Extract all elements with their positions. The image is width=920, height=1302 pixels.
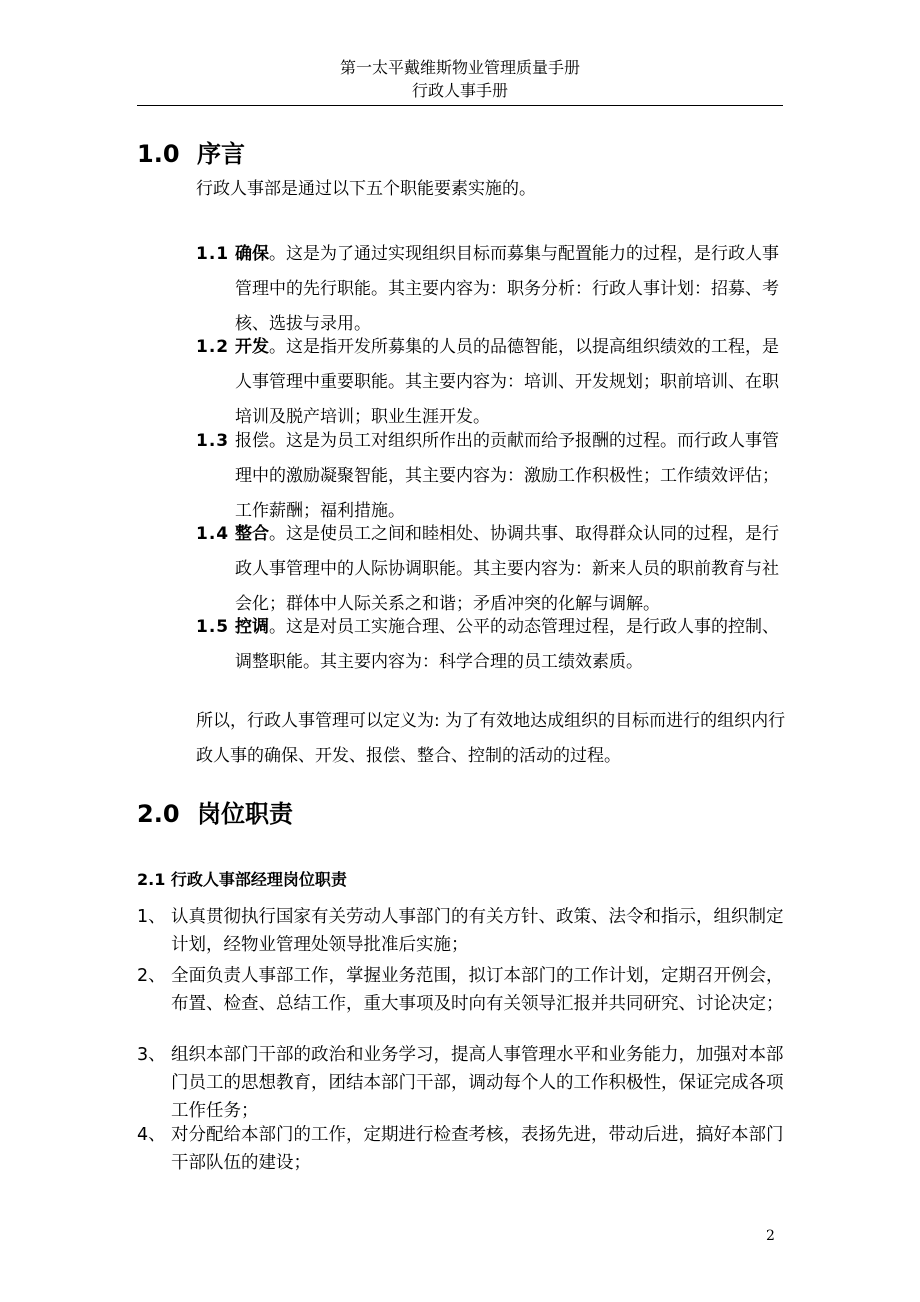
item-number: 1.3: [196, 431, 230, 451]
item-text: 。这是指开发所募集的人员的品德智能，以提高组织绩效的工程，是人事管理中重要职能。其主要内容为：培训、开发规划；职前培训、在职培训及脱产培训；职业生涯开发。: [235, 337, 779, 427]
duty-text: 认真贯彻执行国家有关劳动人事部门的有关方针、政策、法令和指示，组织制定计划，经物业管理处领导批准后实施；: [171, 907, 784, 955]
item-lead: 确保: [235, 244, 269, 264]
item-number: 1.5: [196, 617, 230, 637]
section-intro: 行政人事部是通过以下五个职能要素实施的。: [196, 179, 536, 199]
manual-title: 第一太平戴维斯物业管理质量手册: [339, 58, 580, 77]
duty-number: 4、: [137, 1125, 166, 1145]
item-text: 。这是对员工实施合理、公平的动态管理过程，是行政人事的控制、调整职能。其主要内容为：科学合理的员工绩效素质。: [235, 617, 779, 672]
page-number: 2: [766, 1228, 775, 1244]
section-number: 2.0: [137, 800, 180, 828]
list-item: [196, 237, 786, 342]
section-heading-2: [137, 798, 293, 830]
section-title: 岗位职责: [197, 800, 293, 828]
duty-text: 对分配给本部门的工作，定期进行检查考核，表扬先进，带动后进，搞好本部门干部队伍的建设；: [171, 1125, 784, 1173]
page-header: [137, 56, 783, 102]
item-lead: 开发: [235, 337, 269, 357]
item-text: 报偿。这是为员工对组织所作出的贡献而给予报酬的过程。而行政人事管理中的激励凝聚智能，其主要内容为：激励工作积极性；工作绩效评估；工作薪酬；福利措施。: [235, 431, 779, 521]
list-item: [196, 424, 786, 529]
duty-number: 1、: [137, 907, 166, 927]
section-number: 1.0: [137, 140, 180, 168]
item-text: 。这是为了通过实现组织目标而募集与配置能力的过程，是行政人事管理中的先行职能。其主要内容为：职务分析：行政人事计划：招募、考核、选拔与录用。: [235, 244, 779, 334]
duty-number: 3、: [137, 1045, 166, 1065]
subsection-heading: 2.1 行政人事部经理岗位职责: [137, 870, 347, 889]
item-lead: 整合: [235, 524, 269, 544]
duty-item: [137, 1041, 787, 1125]
item-number: 1.2: [196, 337, 230, 357]
duty-text: 全面负责人事部工作，掌握业务范围，拟订本部门的工作计划，定期召开例会，布置、检查、总结工作，重大事项及时向有关领导汇报并共同研究、讨论决定；: [171, 966, 784, 1014]
duty-item: [137, 962, 787, 1018]
manual-subtitle: 行政人事手册: [411, 81, 508, 100]
list-item: [196, 330, 786, 435]
section-heading-1: [137, 138, 245, 170]
header-divider: [137, 105, 783, 106]
duty-item: [137, 1121, 787, 1177]
duty-item: [137, 903, 787, 959]
duty-number: 2、: [137, 966, 166, 986]
section-conclusion: 所以，行政人事管理可以定义为: 为了有效地达成组织的目标而进行的组织内行政人事的确保、开发、报偿、整合、控制的活动的过程。: [196, 711, 786, 766]
item-number: 1.1: [196, 244, 230, 264]
section-title: 序言: [197, 140, 245, 168]
item-text: 。这是使员工之间和睦相处、协调共事、取得群众认同的过程，是行政人事管理中的人际协调职能。其主要内容为：新来人员的职前教育与社会化；群体中人际关系之和谐；矛盾冲突的化解与调解。: [235, 524, 779, 614]
duty-text: 组织本部门干部的政治和业务学习，提高人事管理水平和业务能力，加强对本部门员工的思想教育，团结本部门干部，调动每个人的工作积极性，保证完成各项工作任务；: [171, 1045, 784, 1121]
list-item: [196, 610, 786, 680]
item-number: 1.4: [196, 524, 230, 544]
list-item: [196, 517, 786, 622]
item-lead: 控调: [235, 617, 269, 637]
